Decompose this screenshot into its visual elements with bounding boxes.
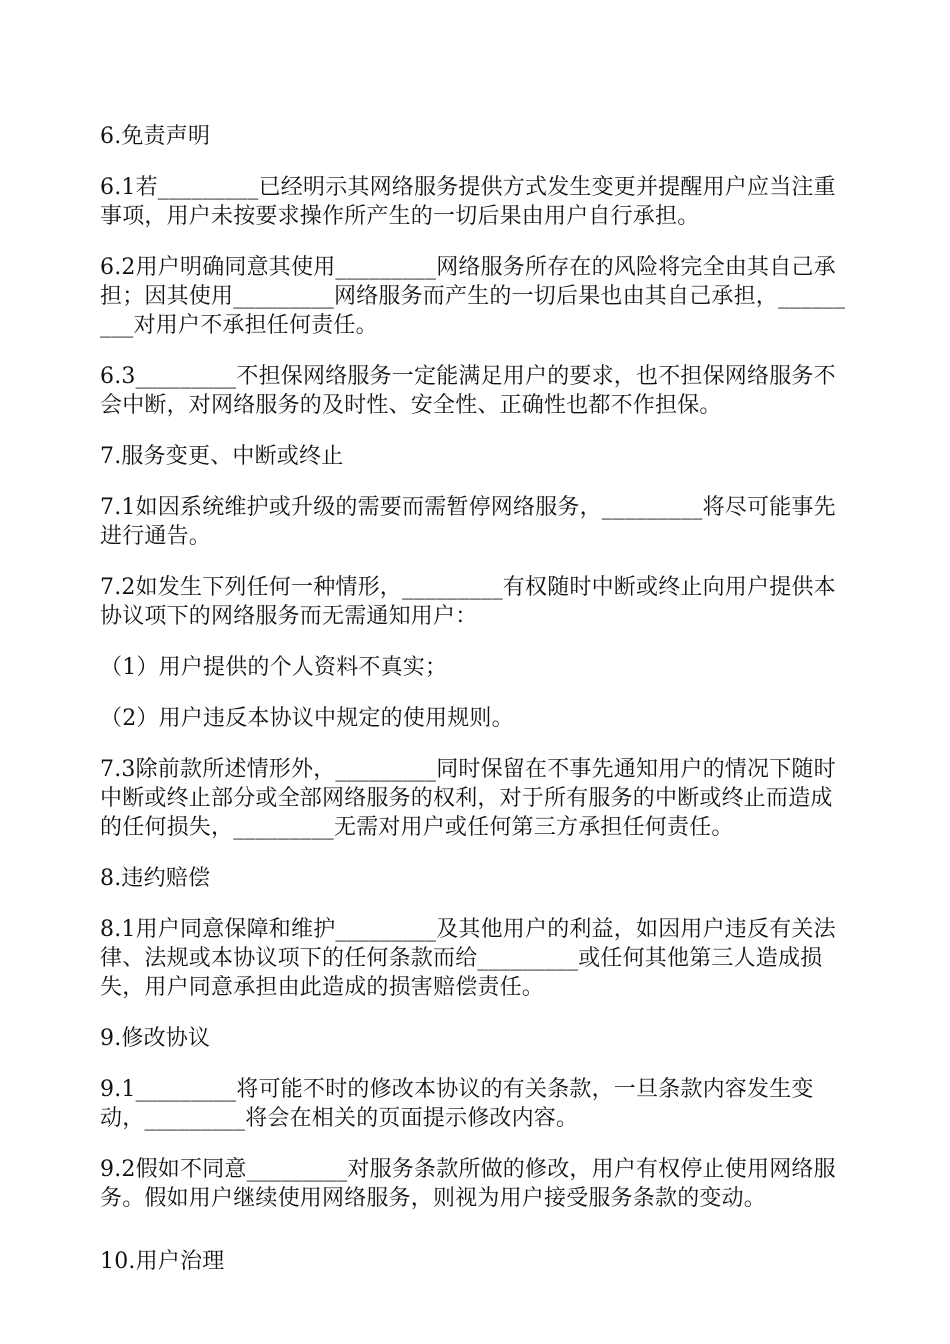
clause-6-1: 6.1若_________已经明示其网络服务提供方式发生变更并提醒用户应当注重事项，用户未按要求操作所产生的一切后果由用户自行承担。 [100, 175, 836, 229]
clause-9-2: 9.2假如不同意_________对服务条款所做的修改，用户有权停止使用网络服务。假如用户继续使用网络服务，则视为用户接受服务条款的变动。 [100, 1157, 836, 1211]
section-heading-10: 10.用户治理 [100, 1249, 225, 1274]
clause-6-2: 6.2用户明确同意其使用_________网络服务所存在的风险将完全由其自己承担；因其使用_________网络服务而产生的一切后果也由其自己承担，_________对用户不承担任何责任。 [100, 255, 846, 338]
clause-7-3: 7.3除前款所述情形外，_________同时保留在不事先通知用户的情况下随时中断或终止部分或全部网络服务的权利，对于所有服务的中断或终止而造成的任何损失，_________无需对用户或任何第三方承担任何责任。 [100, 757, 836, 840]
section-heading-9: 9.修改协议 [100, 1026, 211, 1051]
clause-7-2-item-1: （1）用户提供的个人资料不真实； [100, 655, 448, 680]
section-heading-6: 6.免责声明 [100, 124, 211, 149]
clause-7-2: 7.2如发生下列任何一种情形，_________有权随时中断或终止向用户提供本协议项下的网络服务而无需通知用户： [100, 575, 836, 629]
clause-9-1: 9.1_________将可能不时的修改本协议的有关条款，一旦条款内容发生变动，_________将会在相关的页面提示修改内容。 [100, 1077, 814, 1131]
section-heading-7: 7.服务变更、中断或终止 [100, 444, 344, 469]
clause-7-1: 7.1如因系统维护或升级的需要而需暂停网络服务，_________将尽可能事先进行通告。 [100, 495, 836, 549]
clause-7-2-item-2: （2）用户违反本协议中规定的使用规则。 [100, 706, 514, 731]
clause-8-1: 8.1用户同意保障和维护_________及其他用户的利益，如因用户违反有关法律、法规或本协议项下的任何条款而给_________或任何其他第三人造成损失，用户同意承担由此造成的损害赔偿责任。 [100, 917, 836, 1000]
section-heading-8: 8.违约赔偿 [100, 866, 211, 891]
document-body [100, 122, 852, 1298]
clause-6-3: 6.3_________不担保网络服务一定能满足用户的要求，也不担保网络服务不会中断，对网络服务的及时性、安全性、正确性也都不作担保。 [100, 364, 836, 418]
